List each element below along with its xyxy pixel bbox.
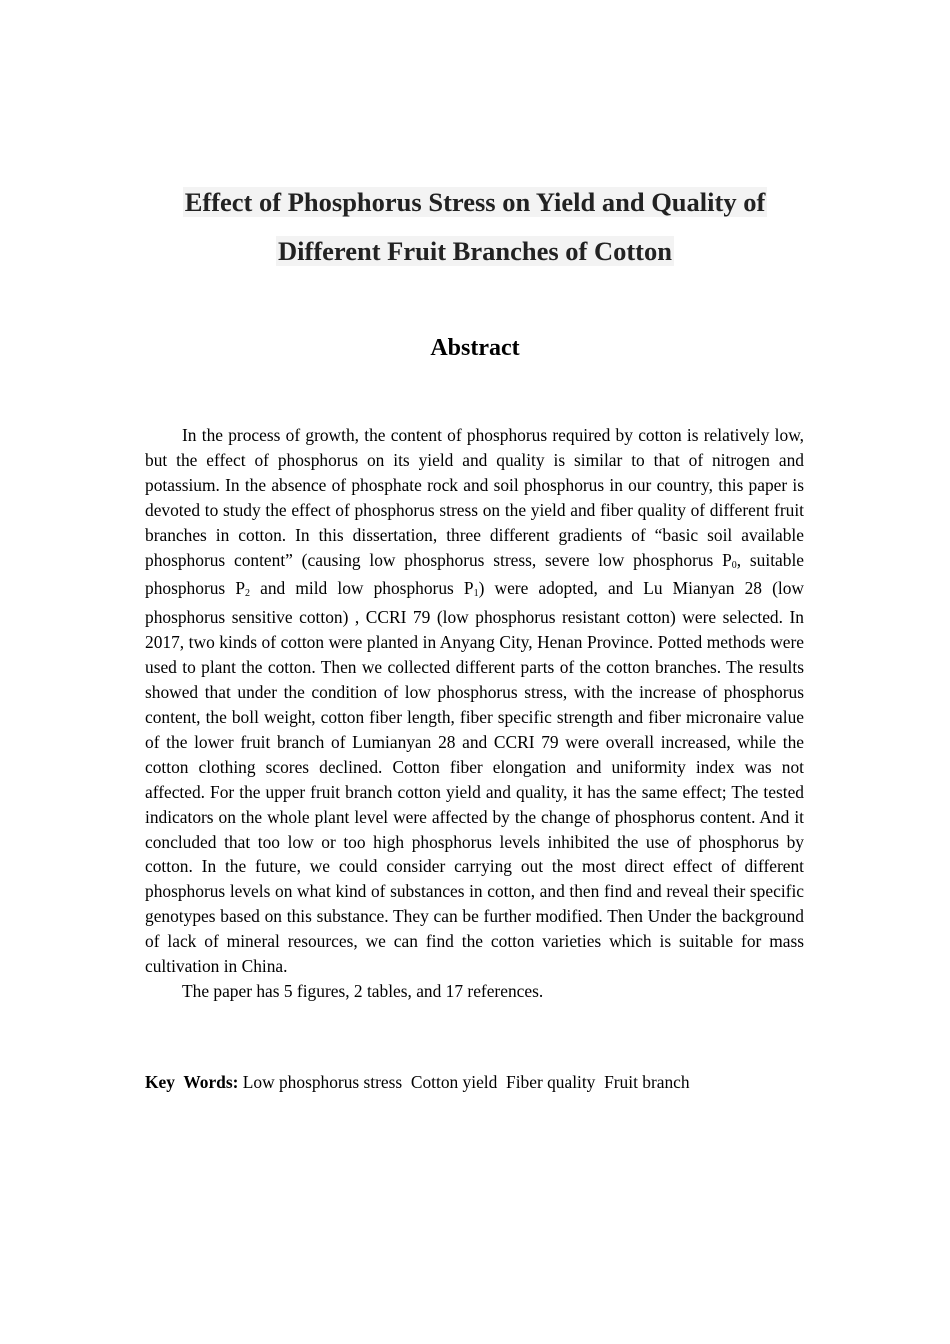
- abstract-text-segment: and mild low phosphorus P: [250, 578, 474, 599]
- abstract-paragraph-1: [145, 423, 804, 979]
- abstract-text-segment: ) were adopted, and Lu Mianyan 28 (low phosphorus sensitive cotton) , CCRI 79 (low phosphorus resistant cotton) were selected. In 2017, two kinds of cotton were planted in Anyang City, Henan Province. Potted methods were used to plant the cotton. Then we collected different parts of the cotton branches. The results showed that under the condition of low phosphorus stress, with the increase of phosphorus content, the boll weight, cotton fiber length, fiber specific strength and fiber micronaire value of the lower fruit branch of Lumianyan 28 and CCRI 79 were overall increased, while the cotton clothing scores declined. Cotton fiber elongation and uniformity index was not affected. For the upper fruit branch cotton yield and quality, it has the same effect; The tested indicators on the whole plant level were affected by the change of phosphorus content. And it concluded that too low or too high phosphorus levels inhibited the use of phosphorus by cotton. In the future, we could consider carrying out the most direct effect of different phosphorus levels on what kind of substances in cotton, and then find and reveal their specific genotypes based on this substance. They can be further modified. Then Under the background of lack of mineral resources, we can find the cotton varieties which is suitable for mass cultivation in China.: [145, 578, 804, 977]
- abstract-text-segment: In the process of growth, the content of phosphorus required by cotton is relatively low, but the effect of phosphorus on its yield and quality is similar to that of nitrogen and potassium. In the absence of phosphate rock and soil phosphorus in our country, this paper is devoted to study the effect of phosphorus stress on the yield and fiber quality of different fruit branches in cotton. In this dissertation, three different gradients of “basic soil available phosphorus content” (causing low phosphorus stress, severe low phosphorus P: [145, 425, 804, 570]
- paper-title-line-1: Effect of Phosphorus Stress on Yield and Quality of: [184, 187, 766, 217]
- abstract-body: [145, 423, 804, 1004]
- subscript-1: 1: [473, 588, 479, 600]
- abstract-text-segment: , suitable phosphorus P: [145, 549, 804, 599]
- subscript-2: 2: [245, 588, 250, 600]
- paper-title-line-2: Different Fruit Branches of Cotton: [278, 236, 672, 266]
- keywords-line: [145, 1070, 804, 1095]
- paper-title: [0, 178, 950, 276]
- keywords-label: Key Words:: [145, 1072, 239, 1092]
- keywords-terms: Low phosphorus stress Cotton yield Fiber quality Fruit branch: [238, 1072, 690, 1092]
- abstract-heading: Abstract: [430, 335, 520, 361]
- subscript-0: 0: [731, 559, 737, 571]
- abstract-paragraph-2: The paper has 5 figures, 2 tables, and 17 references.: [182, 980, 544, 1001]
